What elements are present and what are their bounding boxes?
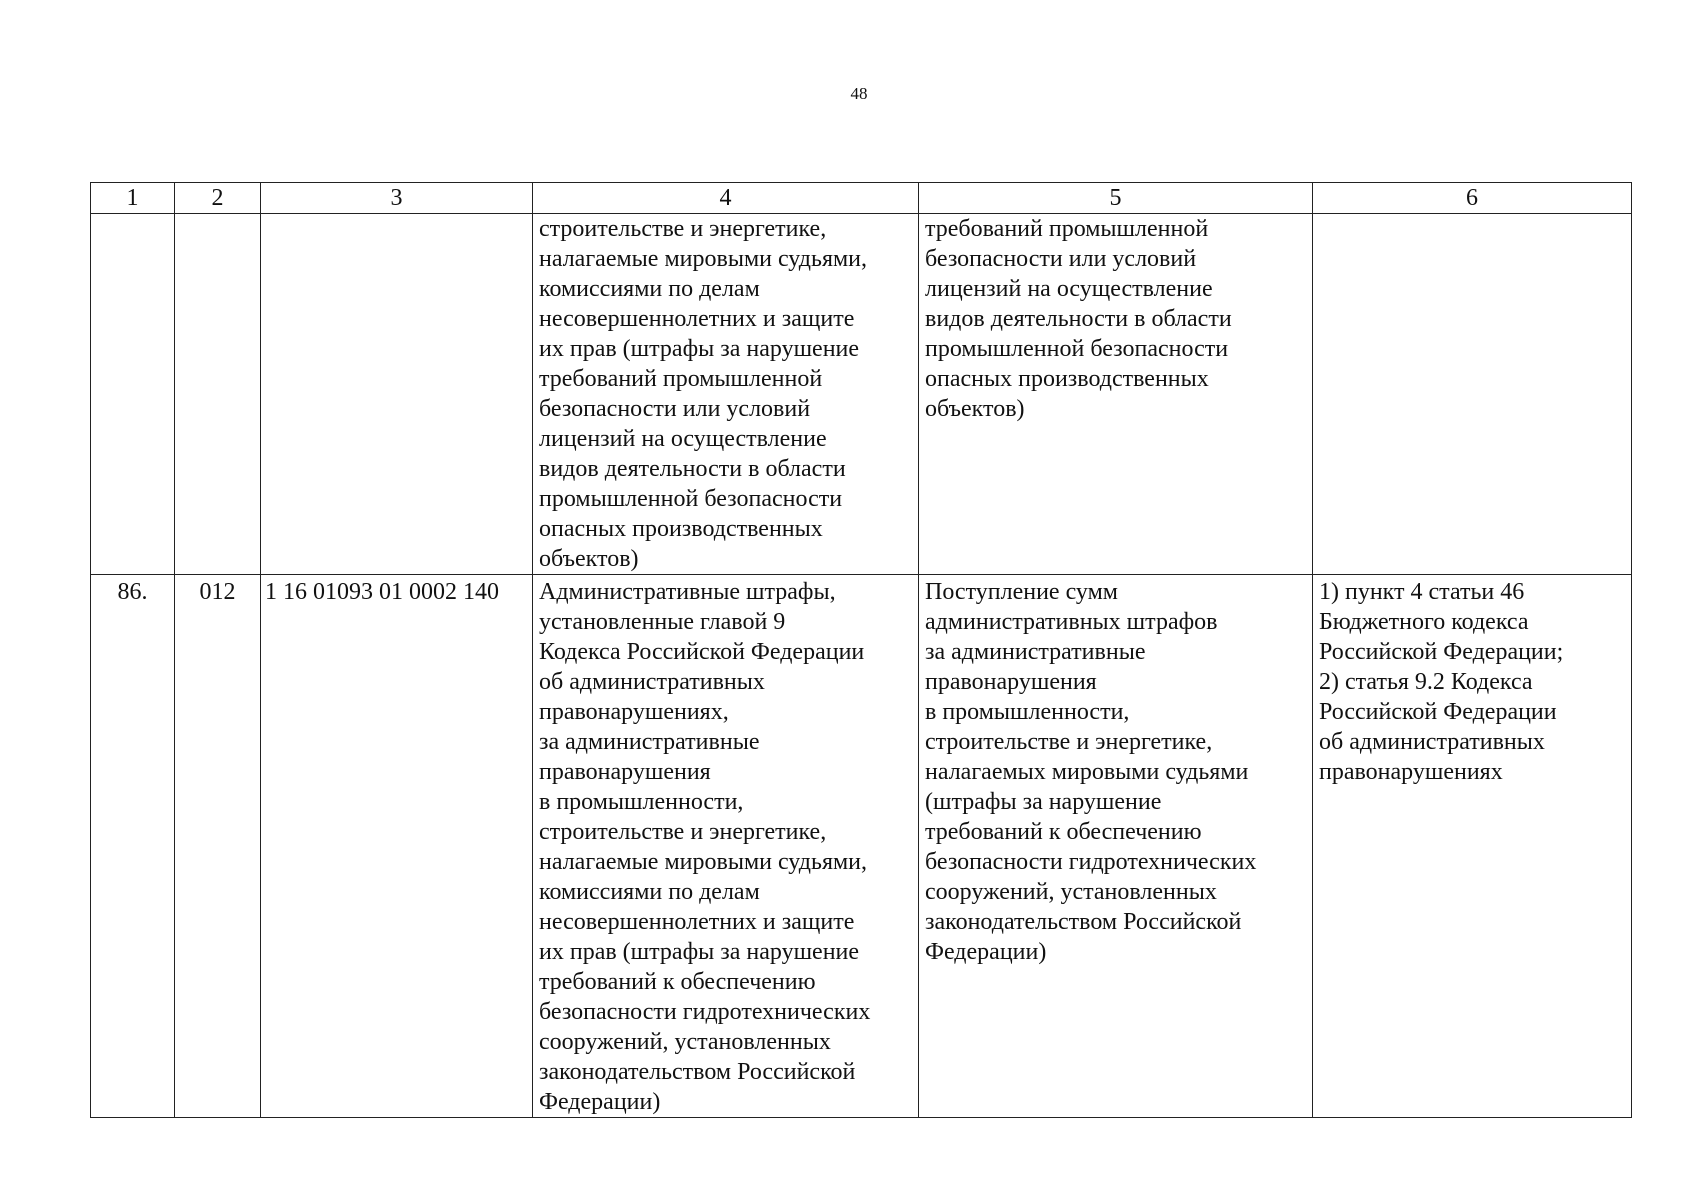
cell-text-line: требований к обеспечению xyxy=(539,969,816,995)
cell-text-line: видов деятельности в области xyxy=(925,306,1232,332)
cell-text-line: сооружений, установленных xyxy=(539,1029,831,1055)
cell-revenue-description xyxy=(919,575,1313,1118)
cell-text-line: безопасности или условий xyxy=(925,246,1197,272)
cell-text-line: (штрафы за нарушение xyxy=(925,789,1162,815)
cell-text-line: опасных производственных xyxy=(925,366,1209,392)
cell-text-line: налагаемые мировыми судьями, xyxy=(539,246,868,272)
cell-kbk: 1 16 01093 01 0002 140 xyxy=(261,575,533,1118)
page-number: 48 xyxy=(850,84,868,103)
table-row-continuation xyxy=(91,214,1632,575)
cell-text-line: строительстве и энергетике, xyxy=(539,819,827,845)
cell-text-line: налагаемых мировыми судьями xyxy=(925,759,1249,785)
cell-text-line: 1) пункт 4 статьи 46 xyxy=(1319,579,1525,605)
cell-text-line: 2) статья 9.2 Кодекса xyxy=(1319,669,1533,695)
cell-text-line: налагаемые мировыми судьями, xyxy=(539,849,868,875)
cell-number: 86. xyxy=(91,575,175,1118)
cell-text-line: комиссиями по делам xyxy=(539,879,760,905)
cell-text-line: Поступление сумм xyxy=(925,579,1118,605)
cell-text-line: правонарушения xyxy=(925,669,1097,695)
cell-text-line: Российской Федерации; xyxy=(1319,639,1564,665)
column-header-3: 3 xyxy=(261,183,533,214)
cell-revenue-description xyxy=(919,214,1313,575)
cell-text-line: безопасности или условий xyxy=(539,396,811,422)
cell-admin-code xyxy=(175,214,261,575)
cell-kbk xyxy=(261,214,533,575)
cell-text-line: Административные штрафы, xyxy=(539,579,836,605)
cell-text-line: опасных производственных xyxy=(539,516,823,542)
cell-text-line: их прав (штрафы за нарушение xyxy=(539,336,860,362)
cell-text-line: законодательством Российской xyxy=(539,1059,856,1085)
cell-text-line: требований к обеспечению xyxy=(925,819,1202,845)
cell-text-line: комиссиями по делам xyxy=(539,276,760,302)
cell-legal-basis xyxy=(1313,214,1632,575)
cell-text-line: строительстве и энергетике, xyxy=(539,216,827,242)
table-header-row xyxy=(91,183,1632,214)
cell-text-line: об административных xyxy=(539,669,765,695)
cell-text-line: видов деятельности в области xyxy=(539,456,846,482)
column-header-4: 4 xyxy=(533,183,919,214)
cell-text-line: требований промышленной xyxy=(539,366,823,392)
cell-number xyxy=(91,214,175,575)
cell-text-line: объектов) xyxy=(539,546,639,572)
cell-text-line: правонарушения xyxy=(539,759,711,785)
table-row-86 xyxy=(91,575,1632,1118)
cell-text-line: требований промышленной xyxy=(925,216,1209,242)
cell-text-line: Федерации) xyxy=(925,939,1047,965)
column-header-2: 2 xyxy=(175,183,261,214)
cell-revenue-name xyxy=(533,214,919,575)
cell-text-line: сооружений, установленных xyxy=(925,879,1217,905)
cell-text-line: безопасности гидротехнических xyxy=(925,849,1257,875)
cell-legal-basis xyxy=(1313,575,1632,1118)
cell-text-line: лицензий на осуществление xyxy=(539,426,827,452)
cell-text-line: в промышленности, xyxy=(925,699,1130,725)
column-header-5: 5 xyxy=(919,183,1313,214)
cell-admin-code: 012 xyxy=(175,575,261,1118)
cell-text-line: об административных xyxy=(1319,729,1545,755)
cell-text-line: Бюджетного кодекса xyxy=(1319,609,1529,635)
column-header-6: 6 xyxy=(1313,183,1632,214)
cell-text-line: административных штрафов xyxy=(925,609,1218,635)
cell-text-line: их прав (штрафы за нарушение xyxy=(539,939,860,965)
column-header-1: 1 xyxy=(91,183,175,214)
cell-text-line: за административные xyxy=(925,639,1146,665)
cell-text-line: объектов) xyxy=(925,396,1025,422)
cell-text-line: лицензий на осуществление xyxy=(925,276,1213,302)
cell-text-line: за административные xyxy=(539,729,760,755)
cell-text-line: правонарушениях, xyxy=(539,699,729,725)
cell-revenue-name xyxy=(533,575,919,1118)
cell-text-line: правонарушениях xyxy=(1319,759,1503,785)
cell-text-line: в промышленности, xyxy=(539,789,744,815)
cell-text-line: законодательством Российской xyxy=(925,909,1242,935)
cell-text-line: Российской Федерации xyxy=(1319,699,1557,725)
cell-text-line: промышленной безопасности xyxy=(539,486,843,512)
cell-text-line: Федерации) xyxy=(539,1089,661,1115)
cell-text-line: строительстве и энергетике, xyxy=(925,729,1213,755)
cell-text-line: промышленной безопасности xyxy=(925,336,1229,362)
document-table xyxy=(90,182,1632,1118)
cell-text-line: установленные главой 9 xyxy=(539,609,786,635)
cell-text-line: несовершеннолетних и защите xyxy=(539,909,855,935)
cell-text-line: Кодекса Российской Федерации xyxy=(539,639,865,665)
cell-text-line: безопасности гидротехнических xyxy=(539,999,871,1025)
cell-text-line: несовершеннолетних и защите xyxy=(539,306,855,332)
